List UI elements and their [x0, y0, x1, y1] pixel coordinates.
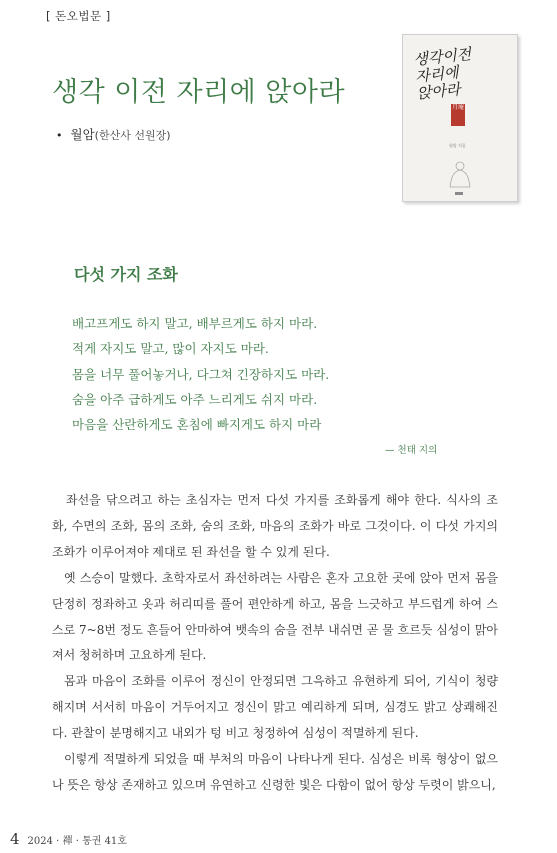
book-cover-author: 월암 지음 [449, 143, 466, 148]
page-number: 4 [10, 830, 20, 848]
author-affiliation: (한산사 선원장) [94, 129, 171, 142]
poem-line: 몸을 너무 풀어놓거나, 다그쳐 긴장하지도 마라. [72, 366, 330, 382]
poem-line: 숨을 아주 급하게도 아주 느리게도 쉬지 마라. [72, 391, 318, 407]
poem-heading: 다섯 가지 조화 [74, 265, 178, 284]
book-cover-seal: 月庵 [451, 104, 465, 126]
poem-line: 마음을 산란하게도 혼침에 빠지게도 하지 마라 [72, 417, 322, 433]
author-line [56, 125, 171, 143]
issue-info: 2024 · 禪 · 통권 41호 [27, 836, 127, 847]
poem-line: 배고프게도 하지 말고, 배부르게도 하지 마라. [72, 316, 318, 331]
body-paragraph: 이렇게 적멸하게 되었을 때 부처의 마음이 나타나게 된다. 심성은 비록 형상이 없으나 뜻은 항상 존재하고 있으며 유연하고 신령한 빛은 다함이 없어 항상 두렷이 밝으니, [52, 752, 498, 792]
section-tag: [ 돈오법문 ] [46, 9, 111, 23]
body-paragraph: 몸과 마음이 조화를 이루어 정신이 안정되면 그윽하고 유현하게 되어, 기식이 청량해지며 서서히 마음이 거두어지고 정신이 맑고 예리하게 되며, 심경도 밝고 상쾌해진다. 관찰이 분명해지고 내외가 텅 비고 청정하여 심성이 적멸하게 된다. [52, 674, 498, 741]
poem-lines [72, 311, 329, 437]
poem-line: 적게 자지도 말고, 많이 자지도 마라. [72, 341, 269, 357]
book-cover [402, 34, 518, 202]
book-cover-title: 생각이전 자리에 앉아라 [412, 44, 473, 103]
publisher-logo [455, 192, 463, 195]
page-footer [10, 830, 127, 848]
seated-figure-icon [447, 160, 473, 190]
author-name: 월암 [70, 127, 95, 142]
poem-source: — 천태 지의 [385, 445, 438, 456]
article-title: 생각 이전 자리에 앉아라 [52, 77, 346, 108]
body-paragraph: 좌선을 닦으려고 하는 초심자는 먼저 다섯 가지를 조화롭게 해야 한다. 식사의 조화, 수면의 조화, 몸의 조화, 숨의 조화, 마음의 조화가 바로 그것이다. 이 다섯 가지의 조화가 이루어져야 제대로 된 좌선을 할 수 있게 된다. [52, 493, 498, 559]
bullet-icon: • [56, 129, 63, 142]
body-paragraph: 옛 스승이 말했다. 초학자로서 좌선하려는 사람은 혼자 고요한 곳에 앉아 먼저 몸을 단정히 정좌하고 옷과 허리띠를 풀어 편안하게 하고, 몸을 느긋하고 부드럽게 하여 스스로 7~8번 정도 흔들어 안마하여 뱃속의 숨을 전부 내쉬면 곧 물 흐르듯 심성이 맑아져서 청허하며 고요하게 된다. [52, 570, 498, 663]
article-body [52, 488, 498, 799]
